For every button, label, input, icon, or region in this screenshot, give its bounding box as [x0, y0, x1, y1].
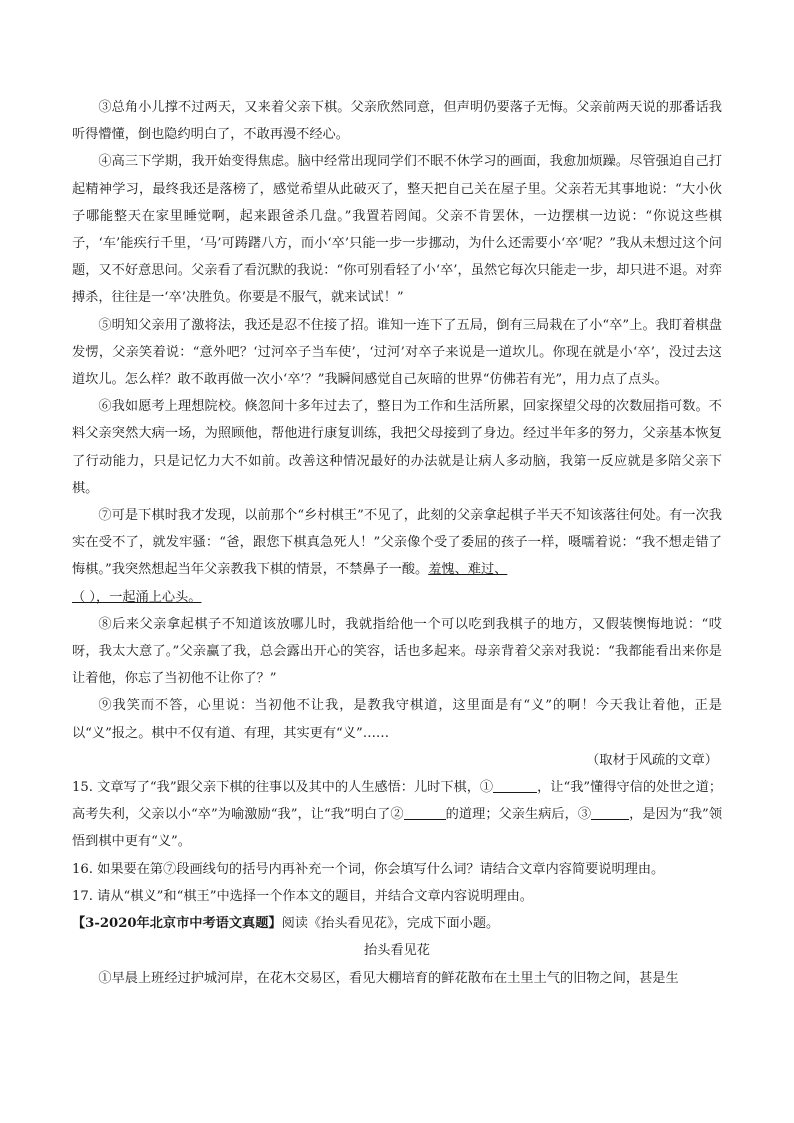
section-label: 【3-2020年北京市中考语文真题】 [72, 916, 282, 932]
paragraph-9: ⑨我笑而不答，心里说：当初他不让我，是教我守棋道，这里面是有“义”的啊！今天我让着他，正是以“义”报之。棋中不仅有道、有理，其实更有“义”…… [72, 698, 722, 741]
answer-blank-1[interactable] [493, 778, 537, 793]
question-16: 16. 如果要在第⑦段画线句的括号内再补充一个词，你会填写什么词？请结合文章内容简要说明理由。 [72, 861, 665, 877]
paragraph-6: ⑥我如愿考上理想院校。倏忽间十多年过去了，整日为工作和生活所累，回家探望父母的次数屈指可数。不料父亲突然大病一场，为照顾他，帮他进行康复训练，我把父母接到了身边。经过半年多的努力，父亲基本恢复了行动能力，只是记忆力大不如前。改善这种情况最好的办法就是让病人多动脑，我第一反应就是多陪父亲下棋。 [72, 399, 722, 496]
paragraph-4: ④高三下学期，我开始变得焦虑。脑中经常出现同学们不眠不休学习的画面，我愈加烦躁。尽管强迫自己打起精神学习，最终我还是落榜了，感觉希望从此破灭了，整天把自己关在屋子里。父亲若无其事地说：“大小伙子哪能整天在家里睡觉啊，起来跟爸杀几盘。”我置若罔闻。父亲不肯罢休，一边摆棋一边说：“你说这些棋子，‘车’能疾行千里，‘马’可踌躇八方，而小‘卒’只能一步一步挪动，为什么还需要小‘卒’呢？”我从未想过这个问题，又不好意思问。父亲看了看沉默的我说：“你可别看轻了小‘卒’，虽然它每次只能走一步，却只进不退。对弈搏杀，往往是一‘卒’决胜负。你要是不服气，就来试试！” [72, 154, 722, 306]
article-title: 抬头看见花 [364, 943, 430, 959]
underlined-sentence: 羞愧、难过、 [428, 562, 508, 578]
paragraph-7 [72, 502, 722, 611]
document-page [72, 94, 722, 992]
question-15: 15. 文章写了“我”跟父亲下棋的往事以及其中的人生感悟：儿时下棋，① ，让“我”懂得守信的处世之道；高考失利，父亲以小“卒”为喻激励“我”，让“我”明白了② 的道理；父亲生病后，③ ，是因为“我”领悟到棋中更有“义”。 [72, 780, 723, 850]
section-heading [72, 910, 722, 937]
paragraph-3: ③总角小儿撑不过两天，又来着父亲下棋。父亲欣然同意，但声明仍要落子无悔。父亲前两天说的那番话我听得懵懂，倒也隐约明白了，不敢再漫不经心。 [72, 100, 722, 143]
paragraph-8: ⑧后来父亲拿起棋子不知道该放哪儿时，我就指给他一个可以吃到我棋子的地方，又假装懊悔地说：“哎呀，我太大意了。”父亲赢了我，总会露出开心的笑容，话也多起来。母亲背着父亲对我说：“我都能看出来你是让着他，你忘了当初他不让你了？” [72, 616, 722, 687]
source-note: （取材于风疏的文章） [586, 752, 718, 768]
paragraph-7-text: ⑦可是下棋时我才发现，以前那个“乡村棋王”不见了，此刻的父亲拿起棋子半天不知该落往何处。有一次我实在受不了，就发牢骚：“爸，跟您下棋真急死人！”父亲像个受了委屈的孩子一样，嗫嚅着说：“我不想走错了悔棋。”我突然想起当年父亲教我下棋的情景，不禁鼻子一酸。 [72, 508, 722, 578]
section-instruction: 阅读《抬头看见花》，完成下面小题。 [281, 916, 500, 932]
article-paragraph-1: ①早晨上班经过护城河岸，在花木交易区，看见大棚培育的鲜花散布在土里土气的旧物之间，甚是生 [98, 970, 679, 986]
paragraph-5: ⑤明知父亲用了激将法，我还是忍不住接了招。谁知一连下了五局，倒有三局栽在了小“卒”上。我盯着棋盘发愣，父亲笑着说：“意外吧？‘过河卒子当车使’，‘过河’对卒子来说是一道坎儿。你现在就是小‘卒’，没过去这道坎儿。怎么样？敢不敢再做一次小‘卒’？”我瞬间感觉自己灰暗的世界“仿佛若有光”，用力点了点头。 [72, 317, 722, 388]
answer-blank-2[interactable] [404, 805, 446, 820]
question-17: 17. 请从“棋义”和“棋王”中选择一个作本文的题目，并结合文章内容说明理由。 [72, 888, 533, 904]
answer-blank-3[interactable] [591, 805, 629, 820]
underlined-sentence-bracket: （ ），一起涌上心头。 [72, 589, 202, 605]
